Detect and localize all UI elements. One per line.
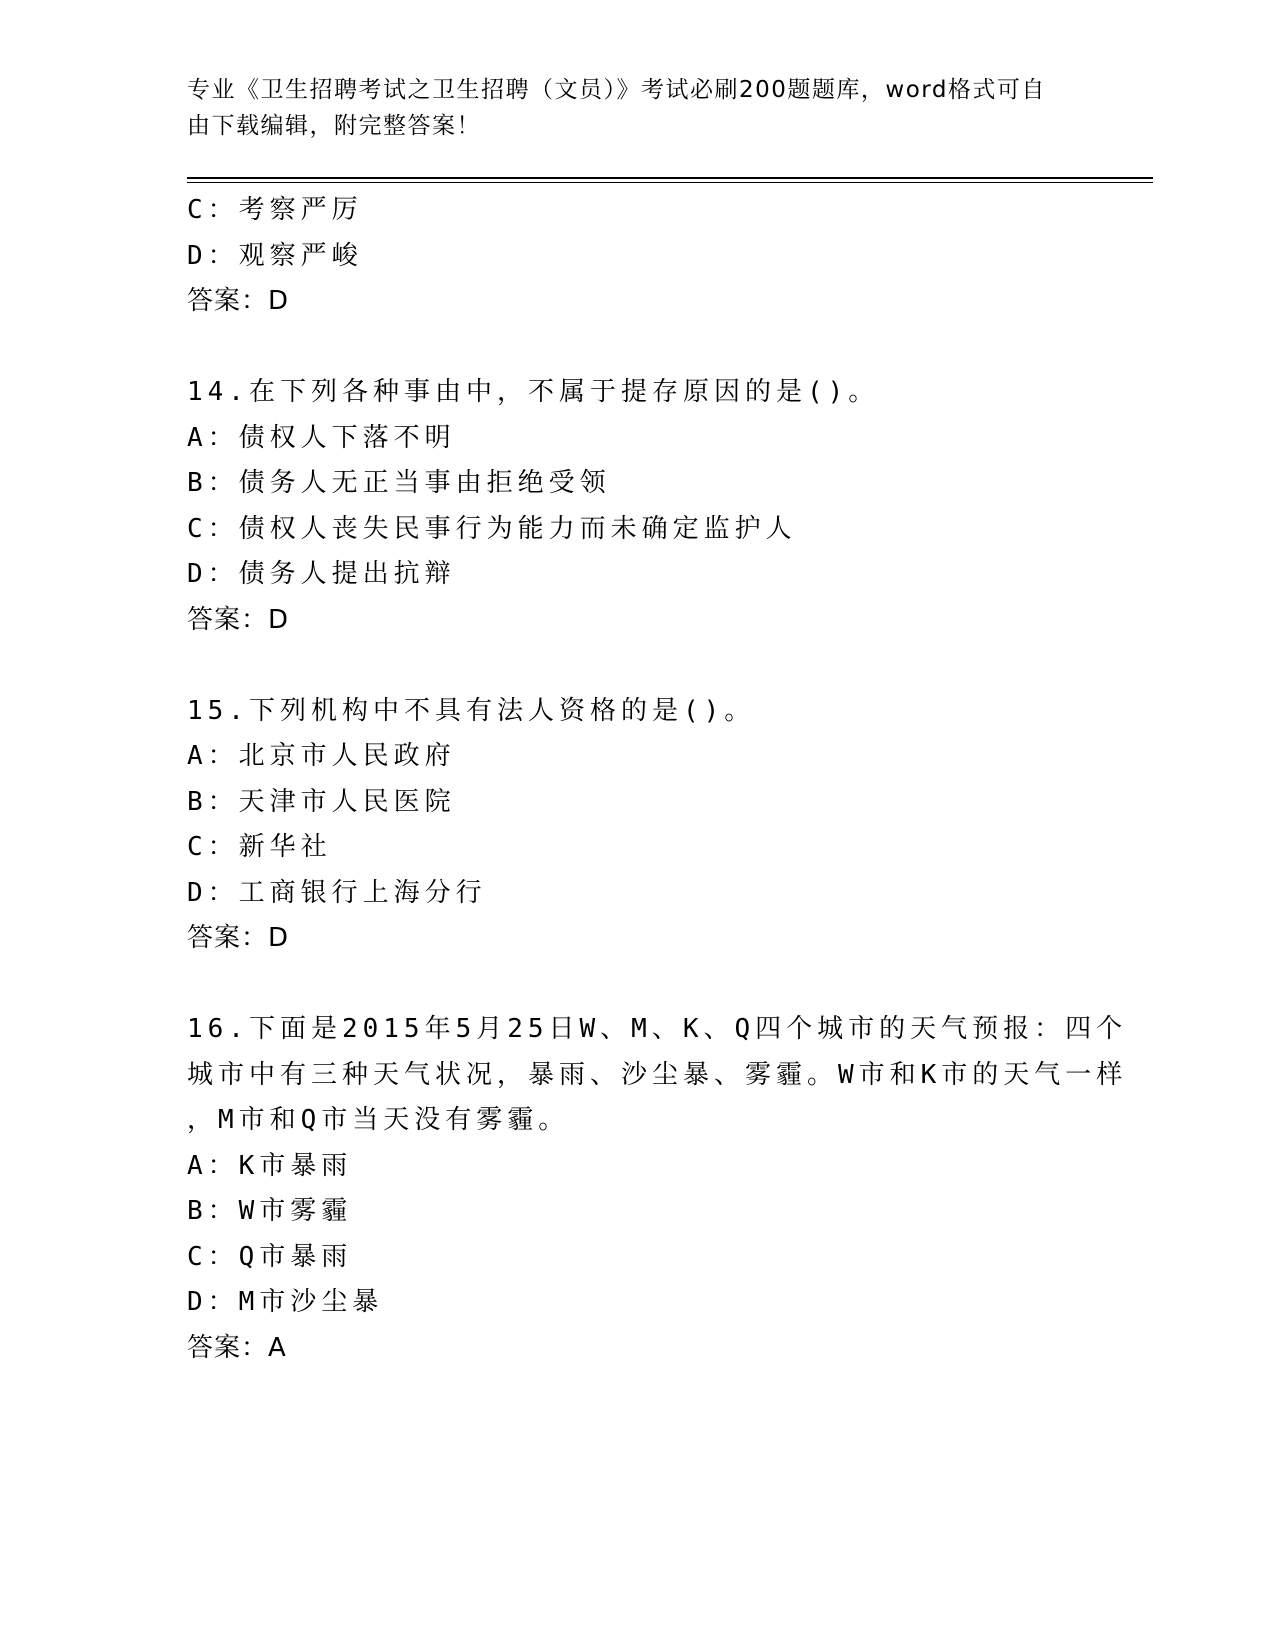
question-stem: 14.在下列各种事由中，不属于提存原因的是()。	[187, 377, 880, 407]
header-divider-thin	[187, 182, 1153, 183]
option-a: A：北京市人民政府	[187, 741, 456, 771]
header-title-line-2: 由下载编辑，附完整答案！	[187, 113, 481, 139]
option-c: C：考察严厉	[187, 195, 363, 225]
question-block-13	[187, 188, 1087, 325]
option-d: D：M市沙尘暴	[187, 1287, 384, 1317]
question-stem-line-3: ，M市和Q市当天没有雾霾。	[187, 1105, 570, 1135]
option-b: B：天津市人民医院	[187, 786, 456, 817]
spacer	[187, 962, 1087, 1008]
header-title-line-1: 专业《卫生招聘考试之卫生招聘（文员）》考试必刷200题题库，word格式可自	[187, 77, 1046, 103]
question-stem-line-1: 16.下面是2015年5月25日W、M、K、Q四个城市的天气预报：四个	[187, 1014, 1128, 1044]
answer-line: 答案：D	[187, 923, 290, 953]
option-b: B：W市雾霾	[187, 1196, 353, 1226]
option-c: C：新华社	[187, 832, 332, 862]
option-a: A：债权人下落不明	[187, 422, 456, 453]
option-d: D：观察严峻	[187, 240, 363, 271]
option-c: C：Q市暴雨	[187, 1241, 353, 1272]
spacer	[187, 643, 1087, 689]
option-d: D：工商银行上海分行	[187, 877, 487, 908]
document-header	[187, 72, 1067, 144]
answer-line: 答案：A	[187, 1332, 287, 1363]
question-list	[187, 188, 1128, 1371]
question-block-15	[187, 689, 1087, 962]
option-a: A：K市暴雨	[187, 1150, 353, 1181]
option-b: B：债务人无正当事由拒绝受领	[187, 468, 611, 498]
question-block-14	[187, 370, 1087, 643]
answer-line: 答案：D	[187, 604, 290, 635]
answer-line: 答案：D	[187, 286, 290, 316]
spacer	[187, 325, 1087, 371]
header-divider-thick	[187, 177, 1153, 179]
question-stem: 15.下列机构中不具有法人资格的是()。	[187, 695, 756, 726]
option-c: C：债权人丧失民事行为能力而未确定监护人	[187, 513, 797, 544]
option-d: D：债务人提出抗辩	[187, 559, 456, 589]
question-stem-line-2: 城市中有三种天气状况，暴雨、沙尘暴、雾霾。W市和K市的天气一样	[187, 1059, 1128, 1090]
question-block-16	[187, 1007, 1128, 1371]
